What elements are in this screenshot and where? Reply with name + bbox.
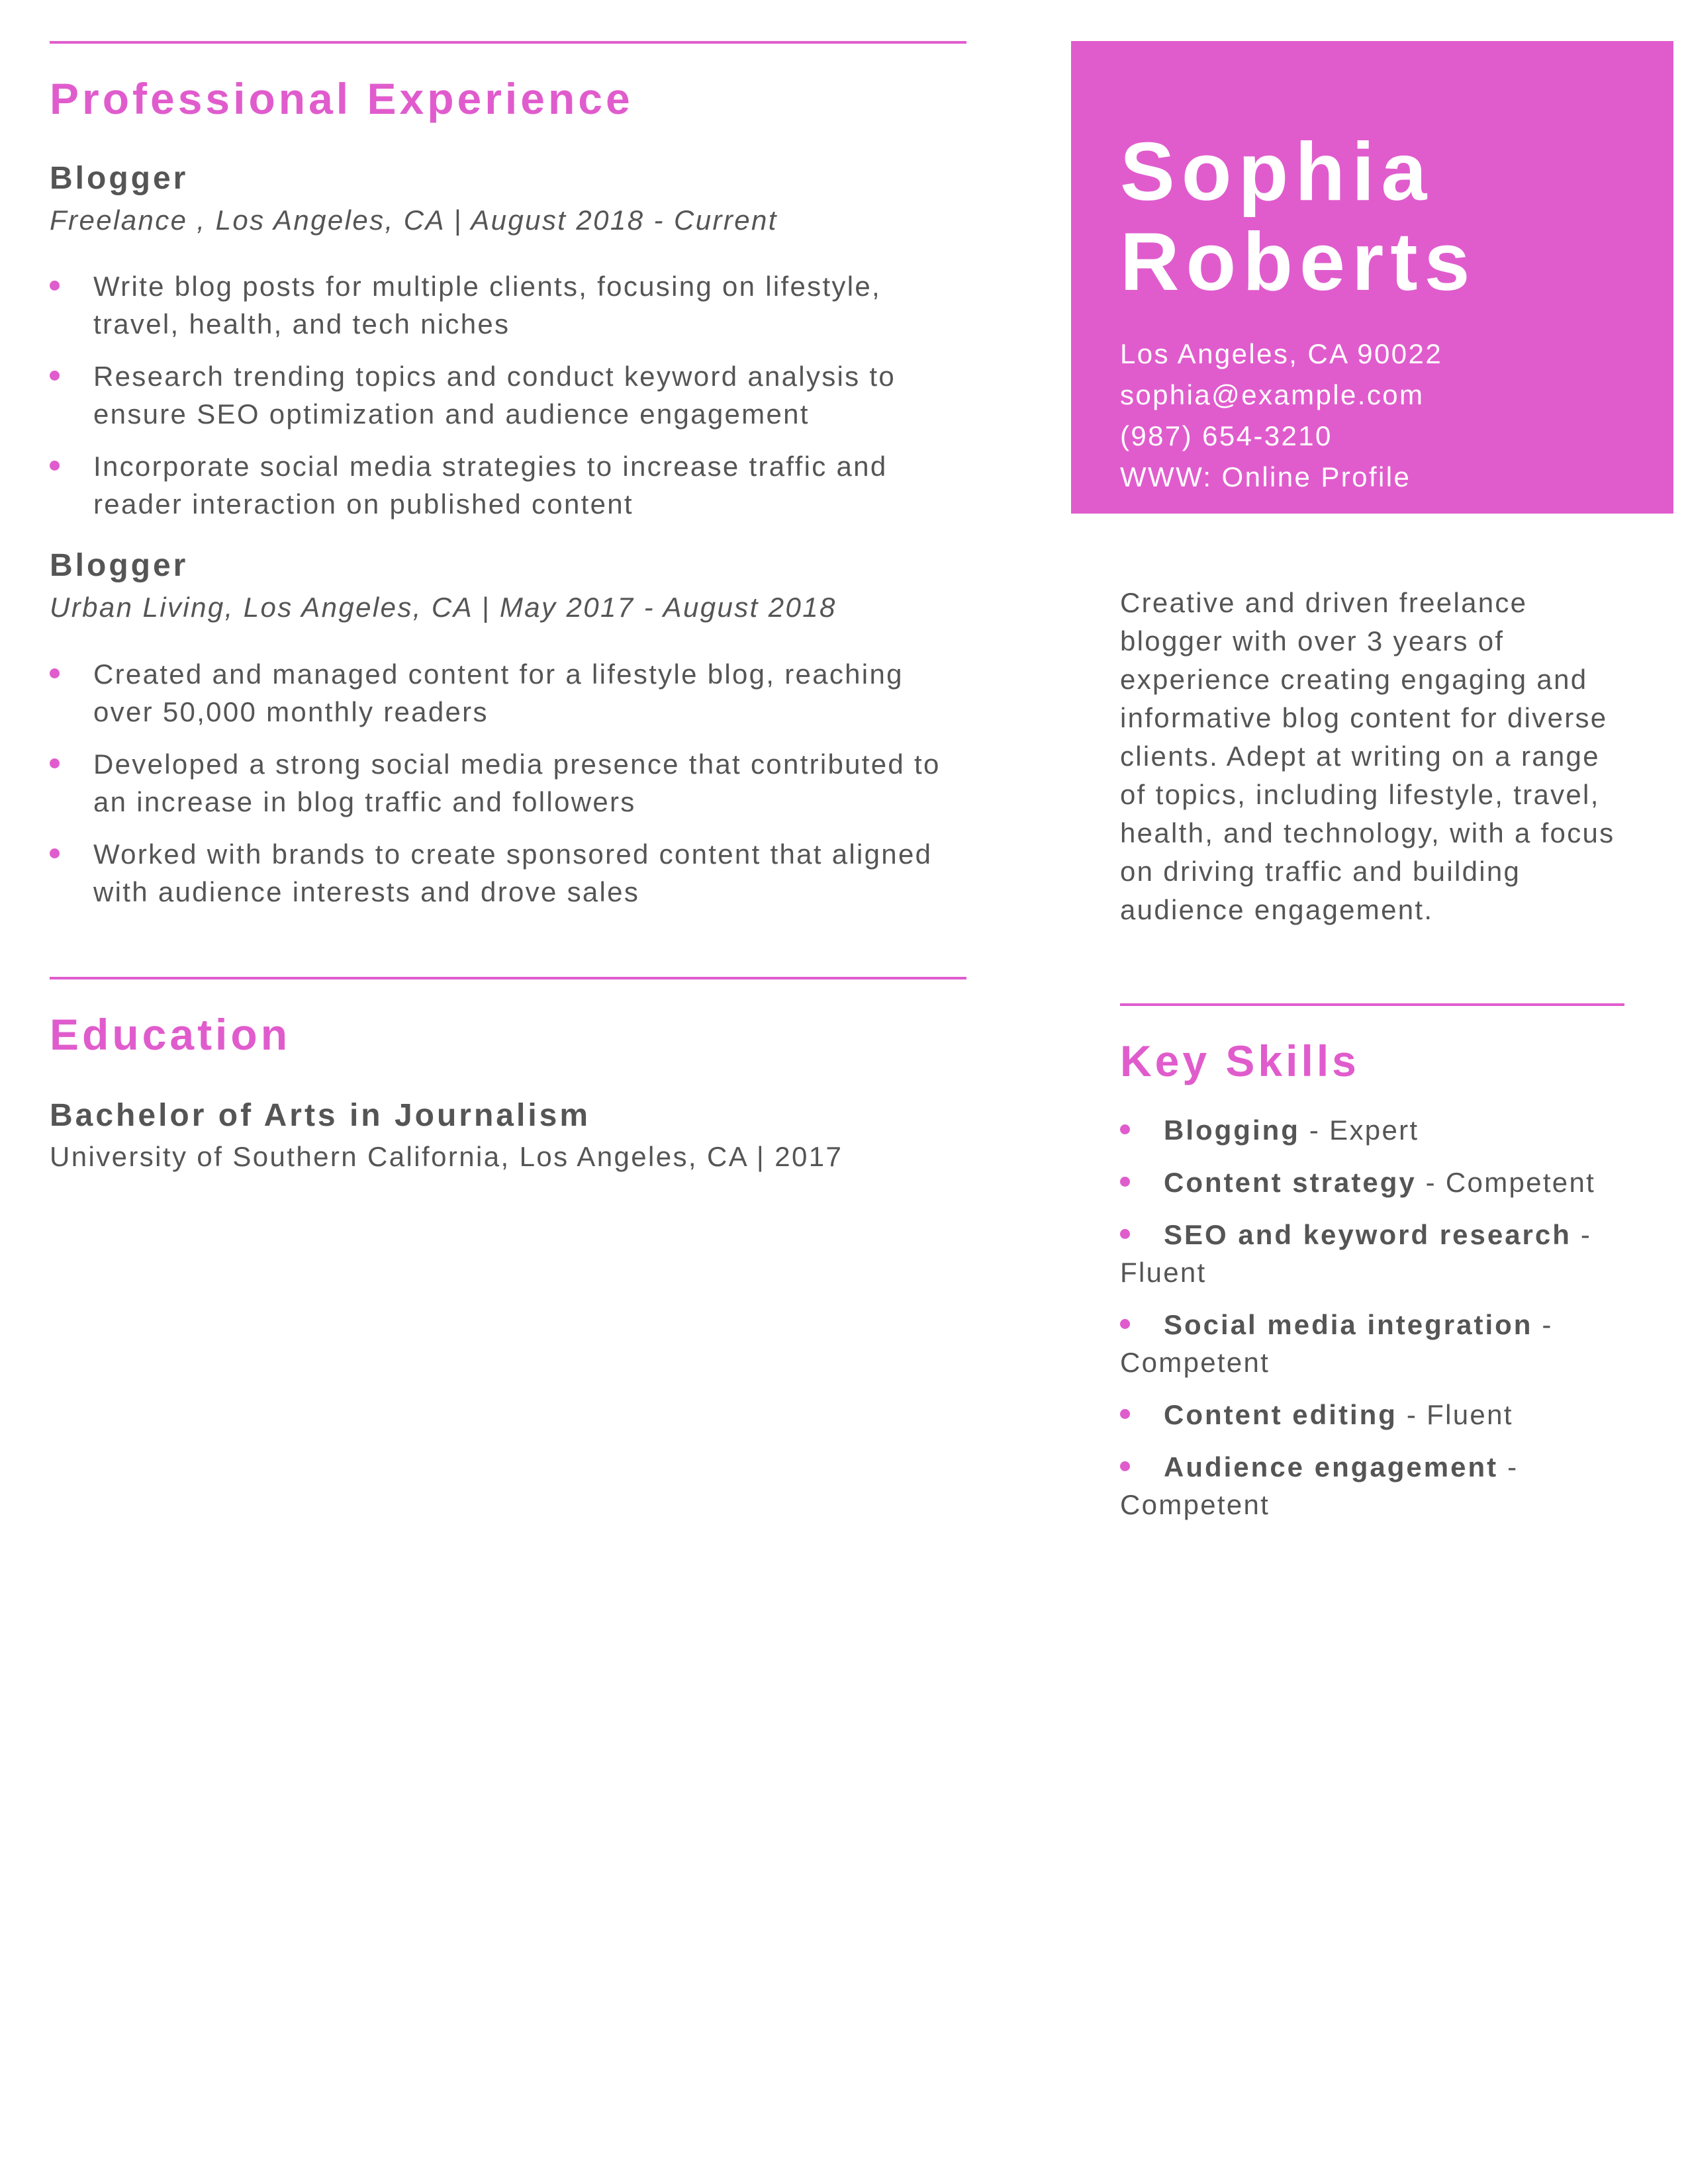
skills-list [1120, 1111, 1624, 1524]
bullet-dot-icon [50, 848, 60, 858]
bullet-dot-icon [50, 758, 60, 768]
skill-item: Content strategy - Competent [1120, 1163, 1624, 1201]
website-link[interactable]: WWW: Online Profile [1120, 461, 1411, 492]
list-item: Worked with brands to create sponsored content that aligned with audience interests and drove sales [50, 835, 966, 911]
summary-text: Creative and driven freelance blogger with over 3 years of experience creating engaging and informative blog content for diverse clients. Adept at writing on a range of topics, including lifestyle, travel, health, and technology, with a focus on driving traffic and building audience engagement. [1120, 587, 1615, 925]
skills-section [1120, 1003, 1624, 1538]
bullet-dot-icon [1120, 1461, 1130, 1471]
job-bullets [50, 267, 966, 523]
skills-rule [1120, 1003, 1624, 1006]
bullet-dot-icon [1120, 1319, 1130, 1329]
job-title: Blogger [50, 161, 189, 197]
bullet-dot-icon [50, 668, 60, 678]
phone-text: (987) 654-3210 [1120, 420, 1333, 451]
skill-item: Blogging - Expert [1120, 1111, 1624, 1149]
education-rule [50, 977, 966, 979]
job-title: Blogger [50, 548, 189, 584]
bullet-dot-icon [1120, 1124, 1130, 1134]
job-bullets [50, 655, 966, 911]
first-name: Sophia [1120, 126, 1434, 218]
job-meta: Freelance , Los Angeles, CA | August 2018 - Current [50, 204, 778, 236]
school-line: University of Southern California, Los Angeles, CA | 2017 [50, 1141, 843, 1173]
list-item: Research trending topics and conduct keyword analysis to ensure SEO optimization and audience engagement [50, 357, 966, 433]
experience-rule [50, 41, 966, 44]
bullet-dot-icon [50, 461, 60, 471]
list-item: Write blog posts for multiple clients, focusing on lifestyle, travel, health, and tech niches [50, 267, 966, 343]
skill-item: Audience engagement - Competent [1120, 1451, 1519, 1521]
job-meta: Urban Living, Los Angeles, CA | May 2017 - August 2018 [50, 591, 837, 623]
bullet-dot-icon [50, 371, 60, 381]
job-entry [50, 158, 966, 523]
list-item: Developed a strong social media presence that contributed to an increase in blog traffic and followers [50, 745, 966, 821]
left-column [50, 0, 966, 1177]
name-header [1071, 41, 1673, 514]
list-item: Created and managed content for a lifestyle blog, reaching over 50,000 monthly readers [50, 655, 966, 731]
email-link[interactable]: sophia@example.com [1120, 379, 1425, 410]
skill-item: Social media integration - Competent [1120, 1309, 1553, 1379]
list-item: Incorporate social media strategies to increase traffic and reader interaction on published content [50, 447, 966, 523]
job-entry [50, 545, 966, 910]
bullet-dot-icon [1120, 1409, 1130, 1419]
skill-item: Content editing - Fluent [1120, 1396, 1624, 1433]
bullet-dot-icon [1120, 1177, 1130, 1187]
bullet-dot-icon [1120, 1229, 1130, 1239]
skill-item: SEO and keyword research - Fluent [1120, 1219, 1592, 1289]
bullet-dot-icon [50, 281, 60, 291]
location-text: Los Angeles, CA 90022 [1120, 338, 1443, 369]
contact-info [1120, 334, 1673, 498]
experience-heading: Professional Experience [50, 74, 633, 123]
last-name: Roberts [1120, 216, 1477, 308]
skills-heading: Key Skills [1120, 1036, 1360, 1085]
education-heading: Education [50, 1009, 291, 1059]
degree-title: Bachelor of Arts in Journalism [50, 1097, 591, 1133]
